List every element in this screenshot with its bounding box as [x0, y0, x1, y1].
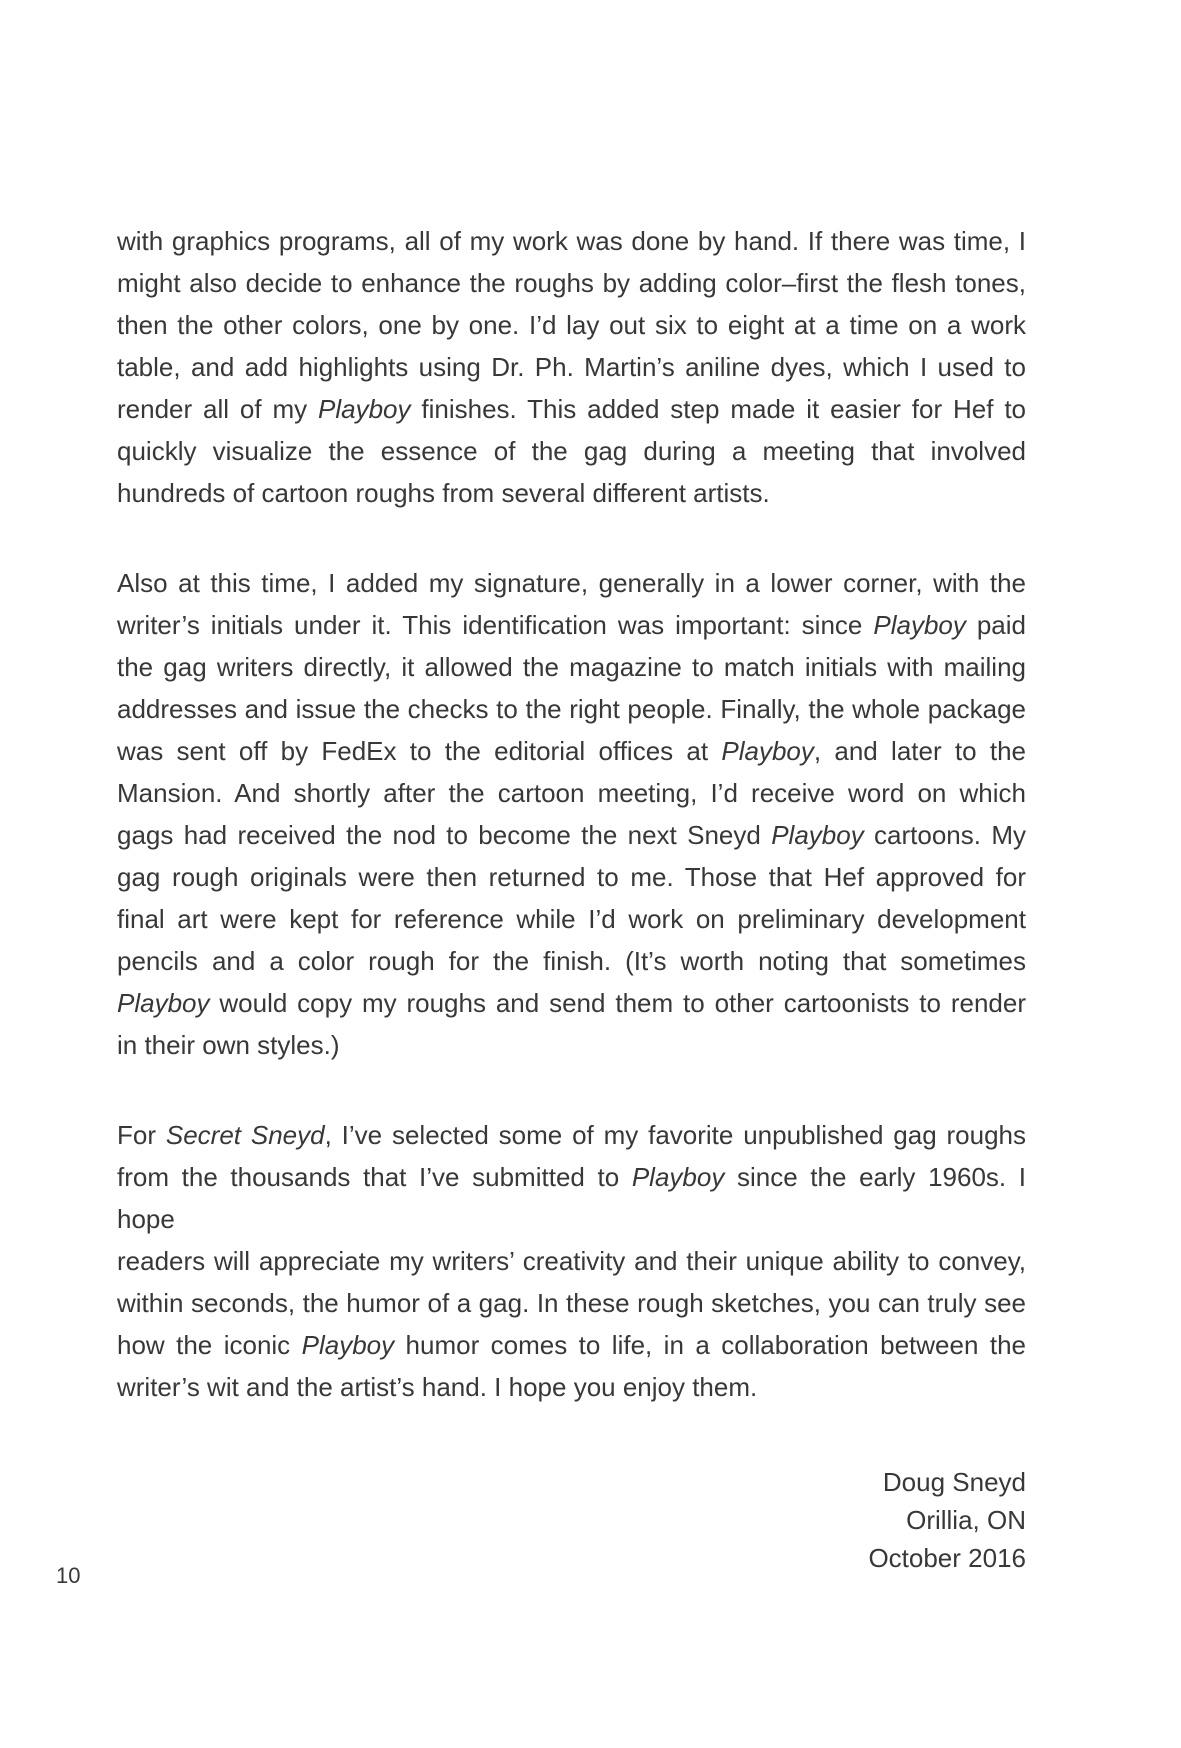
paragraph	[117, 562, 1026, 1066]
text-run: , I’ve selected some of my favorite unpublished gag roughs	[324, 1120, 1027, 1150]
text-line	[117, 430, 1026, 472]
text-run: readers will appreciate my writers’ creativity and their unique ability to convey,	[117, 1246, 1026, 1276]
text-line	[117, 898, 1026, 940]
text-run: gags had received the nod to become the next Sneyd	[117, 820, 772, 850]
text-run: Mansion. And shortly after the cartoon meeting, I’d receive word on which	[117, 778, 1026, 808]
text-run: cartoons. My	[863, 820, 1026, 850]
text-line	[117, 1282, 1026, 1324]
italic-text-run: Secret Sneyd	[165, 1120, 325, 1150]
text-line	[117, 472, 1026, 514]
text-line	[117, 688, 1026, 730]
text-run: within seconds, the humor of a gag. In these rough sketches, you can truly see	[117, 1288, 1026, 1318]
text-line	[117, 856, 1026, 898]
text-run: in their own styles.)	[117, 1030, 340, 1060]
text-line	[117, 388, 1026, 430]
text-line	[117, 262, 1026, 304]
page-number: 10	[56, 1563, 81, 1588]
text-line	[117, 1156, 1026, 1240]
text-line	[117, 1024, 1026, 1066]
text-run: , and later to the	[813, 736, 1026, 766]
text-line	[117, 982, 1026, 1024]
text-run: might also decide to enhance the roughs by adding color–first the flesh tones,	[117, 268, 1026, 298]
text-run: table, and add highlights using Dr. Ph. Martin’s aniline dyes, which I used to	[117, 352, 1026, 382]
text-run: final art were kept for reference while I’d work on preliminary development	[117, 904, 1026, 934]
text-run: since the early 1960s. I hope	[117, 1162, 1026, 1234]
signature-location: Orillia, ON	[906, 1505, 1026, 1535]
text-line	[117, 1324, 1026, 1366]
paragraph	[117, 1114, 1026, 1408]
text-line	[117, 1240, 1026, 1282]
italic-text-run: Playboy	[721, 736, 814, 766]
text-line	[117, 1114, 1026, 1156]
text-line	[117, 772, 1026, 814]
signature-author: Doug Sneyd	[882, 1467, 1026, 1497]
signature-block	[117, 1463, 1026, 1577]
text-run: paid	[965, 610, 1026, 640]
text-line	[117, 940, 1026, 982]
text-line	[117, 730, 1026, 772]
text-line	[117, 304, 1026, 346]
text-run: from the thousands that I’ve submitted to	[117, 1162, 632, 1192]
text-line	[117, 814, 1026, 856]
text-run: addresses and issue the checks to the right people. Finally, the whole package	[117, 694, 1026, 724]
text-line	[117, 346, 1026, 388]
italic-text-run: Playboy	[771, 820, 864, 850]
italic-text-run: Playboy	[318, 394, 411, 424]
text-run: writer’s initials under it. This identification was important: since	[117, 610, 874, 640]
text-run: writer’s wit and the artist’s hand. I hope you enjoy them.	[117, 1372, 758, 1402]
page-body-text	[117, 220, 1026, 1577]
text-run: how the iconic	[117, 1330, 302, 1360]
italic-text-run: Playboy	[631, 1162, 725, 1192]
text-run: pencils and a color rough for the finish. (It’s worth noting that sometimes	[117, 946, 1026, 976]
text-run: For	[117, 1120, 166, 1150]
paragraph	[117, 220, 1026, 514]
signature-date: October 2016	[868, 1543, 1026, 1573]
text-run: with graphics programs, all of my work was done by hand. If there was time, I	[117, 226, 1026, 256]
text-run: Also at this time, I added my signature, generally in a lower corner, with the	[117, 568, 1026, 598]
text-line	[117, 1366, 1026, 1408]
text-run: render all of my	[117, 394, 318, 424]
italic-text-run: Playboy	[301, 1330, 395, 1360]
text-run: would copy my roughs and send them to other cartoonists to render	[209, 988, 1026, 1018]
text-run: then the other colors, one by one. I’d lay out six to eight at a time on a work	[117, 310, 1026, 340]
italic-text-run: Playboy	[117, 988, 210, 1018]
text-line	[117, 604, 1026, 646]
italic-text-run: Playboy	[873, 610, 966, 640]
text-run: was sent off by FedEx to the editorial offices at	[117, 736, 722, 766]
text-run: humor comes to life, in a collaboration between the	[394, 1330, 1026, 1360]
text-run: hundreds of cartoon roughs from several different artists.	[117, 478, 770, 508]
text-run: finishes. This added step made it easier for Hef to	[410, 394, 1027, 424]
text-run: gag rough originals were then returned to me. Those that Hef approved for	[117, 862, 1026, 892]
text-line	[117, 220, 1026, 262]
text-run: quickly visualize the essence of the gag during a meeting that involved	[117, 436, 1026, 466]
text-run: the gag writers directly, it allowed the magazine to match initials with mailing	[117, 652, 1026, 682]
text-line	[117, 562, 1026, 604]
text-line	[117, 646, 1026, 688]
